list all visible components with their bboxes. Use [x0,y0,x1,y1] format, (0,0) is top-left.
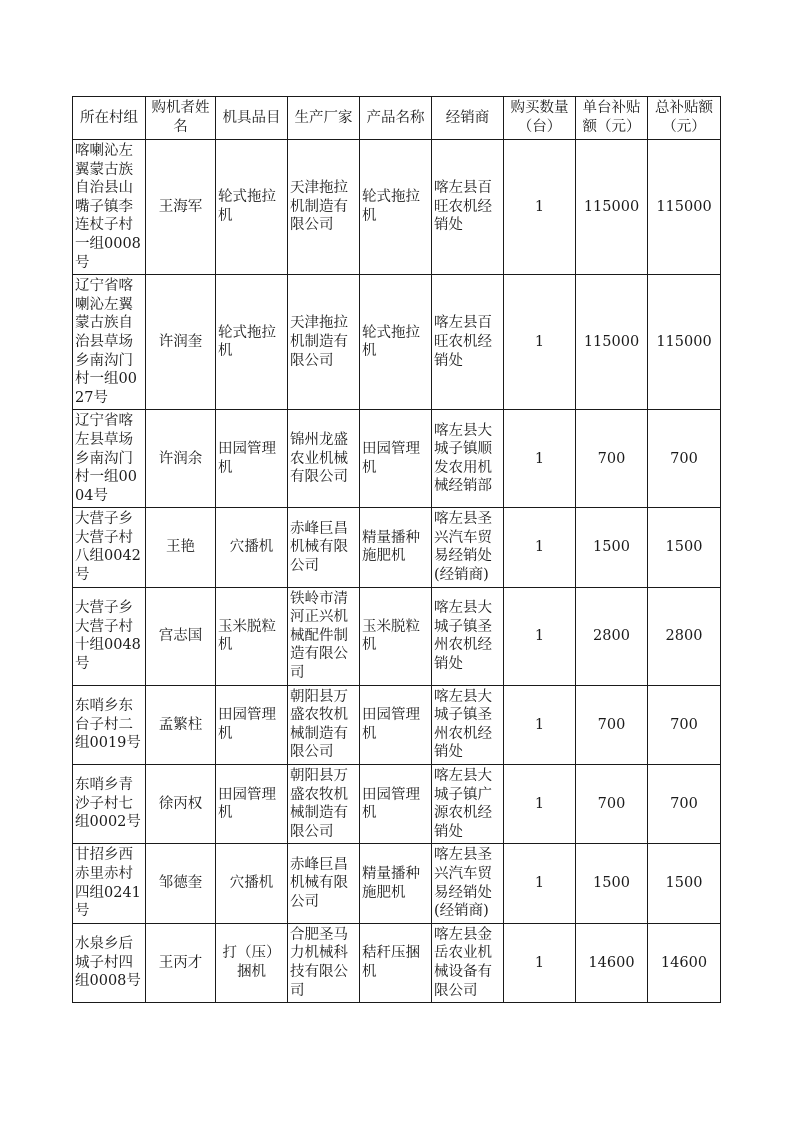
cell-unit-subsidy: 700 [576,765,648,844]
cell-buyer-name: 宫志国 [146,587,216,685]
header-unit-subsidy: 单台补贴额（元） [576,97,648,140]
cell-dealer: 喀左县百旺农机经销处 [432,275,504,410]
cell-total-subsidy: 700 [648,410,721,508]
cell-manufacturer: 合肥圣马力机械科技有限公司 [288,923,360,1002]
header-total-subsidy: 总补贴额（元） [648,97,721,140]
table-row [73,923,721,1002]
table-row [73,587,721,685]
cell-unit-subsidy: 2800 [576,587,648,685]
cell-product-name: 精量播种施肥机 [360,844,432,923]
cell-buyer-name: 邹德奎 [146,844,216,923]
cell-quantity: 1 [504,275,576,410]
cell-buyer-name: 王海军 [146,140,216,275]
header-village-group: 所在村组 [73,97,146,140]
cell-quantity: 1 [504,140,576,275]
cell-village-group: 大营子乡大营子村八组0042号 [73,508,146,587]
cell-total-subsidy: 115000 [648,275,721,410]
cell-buyer-name: 许润奎 [146,275,216,410]
header-dealer: 经销商 [432,97,504,140]
cell-total-subsidy: 700 [648,685,721,764]
cell-dealer: 喀左县圣兴汽车贸易经销处(经销商) [432,844,504,923]
cell-machine-category: 玉米脱粒机 [216,587,288,685]
cell-quantity: 1 [504,765,576,844]
header-quantity: 购买数量（台） [504,97,576,140]
cell-unit-subsidy: 115000 [576,140,648,275]
cell-product-name: 田园管理机 [360,410,432,508]
cell-manufacturer: 天津拖拉机制造有限公司 [288,140,360,275]
cell-machine-category: 田园管理机 [216,685,288,764]
cell-quantity: 1 [504,508,576,587]
cell-village-group: 辽宁省喀左县草场乡南沟门村一组0004号 [73,410,146,508]
cell-machine-category: 田园管理机 [216,410,288,508]
table-header-row [73,97,721,140]
cell-manufacturer: 赤峰巨昌机械有限公司 [288,508,360,587]
cell-dealer: 喀左县大城子镇顺发农用机械经销部 [432,410,504,508]
cell-manufacturer: 铁岭市清河正兴机械配件制造有限公司 [288,587,360,685]
subsidy-table [72,96,721,1003]
cell-machine-category: 打（压）捆机 [216,923,288,1002]
cell-village-group: 东哨乡青沙子村七组0002号 [73,765,146,844]
cell-village-group: 辽宁省喀喇沁左翼蒙古族自治县草场乡南沟门村一组0027号 [73,275,146,410]
cell-unit-subsidy: 1500 [576,508,648,587]
cell-machine-category: 田园管理机 [216,765,288,844]
cell-buyer-name: 王艳 [146,508,216,587]
cell-village-group: 喀喇沁左翼蒙古族自治县山嘴子镇李连杖子村一组0008号 [73,140,146,275]
cell-unit-subsidy: 700 [576,685,648,764]
cell-manufacturer: 赤峰巨昌机械有限公司 [288,844,360,923]
cell-product-name: 玉米脱粒机 [360,587,432,685]
cell-dealer: 喀左县圣兴汽车贸易经销处(经销商) [432,508,504,587]
cell-buyer-name: 孟繁柱 [146,685,216,764]
header-product-name: 产品名称 [360,97,432,140]
cell-total-subsidy: 14600 [648,923,721,1002]
cell-buyer-name: 许润余 [146,410,216,508]
cell-machine-category: 穴播机 [216,508,288,587]
table-row [73,410,721,508]
cell-unit-subsidy: 115000 [576,275,648,410]
cell-village-group: 大营子乡大营子村十组0048号 [73,587,146,685]
cell-dealer: 喀左县大城子镇圣州农机经销处 [432,587,504,685]
cell-machine-category: 轮式拖拉机 [216,275,288,410]
cell-total-subsidy: 1500 [648,844,721,923]
cell-buyer-name: 王丙才 [146,923,216,1002]
table-row [73,508,721,587]
cell-village-group: 水泉乡后城子村四组0008号 [73,923,146,1002]
cell-village-group: 甘招乡西赤里赤村四组0241号 [73,844,146,923]
table-row [73,685,721,764]
header-machine-category: 机具品目 [216,97,288,140]
cell-manufacturer: 天津拖拉机制造有限公司 [288,275,360,410]
cell-dealer: 喀左县大城子镇广源农机经销处 [432,765,504,844]
header-manufacturer: 生产厂家 [288,97,360,140]
cell-dealer: 喀左县金岳农业机械设备有限公司 [432,923,504,1002]
cell-total-subsidy: 700 [648,765,721,844]
cell-unit-subsidy: 1500 [576,844,648,923]
cell-quantity: 1 [504,844,576,923]
cell-product-name: 田园管理机 [360,685,432,764]
cell-quantity: 1 [504,410,576,508]
cell-machine-category: 轮式拖拉机 [216,140,288,275]
cell-unit-subsidy: 14600 [576,923,648,1002]
cell-manufacturer: 锦州龙盛农业机械有限公司 [288,410,360,508]
cell-dealer: 喀左县百旺农机经销处 [432,140,504,275]
cell-quantity: 1 [504,587,576,685]
cell-quantity: 1 [504,923,576,1002]
cell-product-name: 精量播种施肥机 [360,508,432,587]
cell-total-subsidy: 2800 [648,587,721,685]
cell-product-name: 田园管理机 [360,765,432,844]
cell-product-name: 秸秆压捆机 [360,923,432,1002]
cell-unit-subsidy: 700 [576,410,648,508]
table-row [73,844,721,923]
cell-manufacturer: 朝阳县万盛农牧机械制造有限公司 [288,685,360,764]
cell-village-group: 东哨乡东台子村二组0019号 [73,685,146,764]
cell-manufacturer: 朝阳县万盛农牧机械制造有限公司 [288,765,360,844]
cell-product-name: 轮式拖拉机 [360,275,432,410]
cell-total-subsidy: 1500 [648,508,721,587]
cell-buyer-name: 徐丙权 [146,765,216,844]
cell-total-subsidy: 115000 [648,140,721,275]
table-row [73,765,721,844]
cell-product-name: 轮式拖拉机 [360,140,432,275]
table-row [73,275,721,410]
cell-quantity: 1 [504,685,576,764]
header-buyer-name: 购机者姓名 [146,97,216,140]
cell-dealer: 喀左县大城子镇圣州农机经销处 [432,685,504,764]
cell-machine-category: 穴播机 [216,844,288,923]
table-row [73,140,721,275]
